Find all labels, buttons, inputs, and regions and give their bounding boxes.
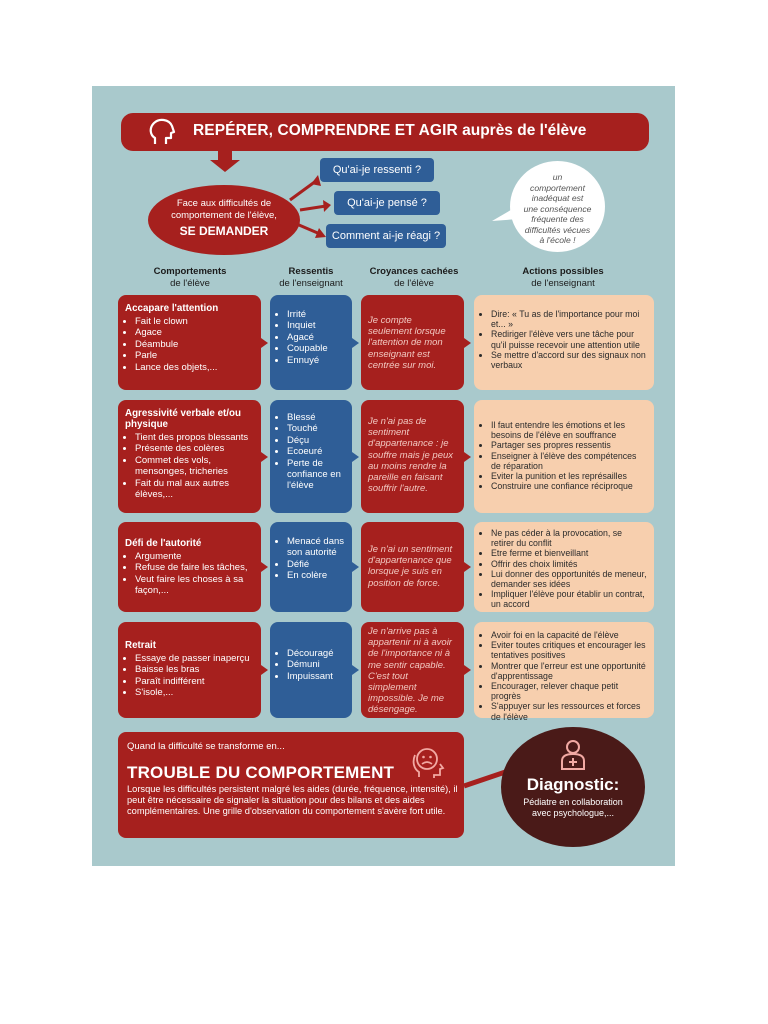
action-item: • Il faut entendre les émotions et les besoins de l'élève en souffrance <box>491 420 647 440</box>
belief-card <box>361 295 464 390</box>
trouble-title: TROUBLE DU COMPORTEMENT <box>127 763 395 782</box>
pointer-arrow <box>261 665 268 675</box>
column-header-title: Comportements <box>153 266 227 277</box>
bubble-line: comportement <box>530 182 585 193</box>
column-header-title: Croyances cachées <box>369 266 459 277</box>
behavior-title: Défi de l'autorité <box>125 538 202 549</box>
question-felt: Qu'ai-je ressenti ? <box>320 158 434 182</box>
behavior-card <box>118 522 261 612</box>
feeling-item: • Menacé dans son autorité <box>287 536 345 559</box>
feeling-item: • Perte de confiance en l'élève <box>287 458 345 492</box>
feeling-item: • Ecoeuré <box>287 446 345 457</box>
actions-card <box>474 622 654 722</box>
feeling-item: • En colère <box>287 570 345 581</box>
action-item: • Offrir des choix limités <box>491 559 647 569</box>
pointer-arrow <box>261 338 268 348</box>
action-item: • Lui donner des opportunités de meneur, demander ses idées <box>491 569 647 589</box>
behavior-item: • Déambule <box>135 339 254 350</box>
feelings-card <box>270 295 352 390</box>
behavior-title: Accapare l'attention <box>125 303 219 314</box>
feelings-card <box>270 400 352 513</box>
column-header-actions <box>474 266 652 290</box>
question-line-2: comportement de l'élève, <box>171 210 277 221</box>
behavior-item: • Refuse de faire les tâches, <box>135 562 254 573</box>
behavior-item: • Baisse les bras <box>135 664 254 675</box>
column-header-sub: de l'élève <box>394 278 434 289</box>
feeling-item: • Blessé <box>287 412 345 423</box>
behavior-item: • Argumente <box>135 551 254 562</box>
belief-text: Je n'ai un sentiment d'appartenance que lorsque je suis en position de force. <box>368 544 453 589</box>
feeling-item: • Défié <box>287 559 345 570</box>
trouble-box <box>118 732 464 838</box>
column-header-sub: de l'enseignant <box>531 278 595 289</box>
belief-text: Je n'arrive pas à appartenir ni à avoir de l'importance ni à me sentir capable. C'est tout simplement impossible. Je me désengage. <box>368 626 452 716</box>
behavior-item: • Commet des vols, mensonges, tricheries <box>135 455 254 478</box>
feeling-item: • Ennuyé <box>287 355 345 366</box>
question-reacted: Comment ai-je réagi ? <box>326 224 446 248</box>
action-item: • Montrer que l'erreur est une opportunité d'apprentissage <box>491 661 647 681</box>
action-item: • Se mettre d'accord sur des signaux non verbaux <box>491 350 647 370</box>
action-item: • Etre ferme et bienveillant <box>491 548 647 558</box>
question-thought: Qu'ai-je pensé ? <box>334 191 440 215</box>
worried-face-icon <box>410 742 450 782</box>
column-header-feelings <box>268 266 354 290</box>
feeling-item: • Impuissant <box>287 671 345 682</box>
column-header-behaviors <box>120 266 260 290</box>
feeling-item: • Démuni <box>287 659 345 670</box>
pointer-arrow <box>464 452 471 462</box>
action-item: • Eviter la punition et les représailles <box>491 471 647 481</box>
behavior-item: • Fait du mal aux autres élèves,... <box>135 478 254 501</box>
action-item: • Construire une confiance réciproque <box>491 481 647 491</box>
belief-card <box>361 522 464 612</box>
column-header-sub: de l'élève <box>170 278 210 289</box>
action-item: • Ne pas céder à la provocation, se retirer du conflit <box>491 528 647 548</box>
action-item: • Encourager, relever chaque petit progrès <box>491 681 647 701</box>
belief-text: Je n'ai pas de sentiment d'appartenance : je souffre mais je peux au moins rendre la pareille en faisant souffrir l'autre. <box>368 416 454 495</box>
bubble-line: à l'école ! <box>539 235 576 245</box>
action-item: • Eviter toutes critiques et encourager les tentatives positives <box>491 640 647 660</box>
doctor-icon <box>556 737 590 771</box>
behavior-item: • Veut faire les choses à sa façon,... <box>135 574 254 597</box>
pointer-arrow <box>352 338 359 348</box>
bubble-line: fréquente des <box>531 214 584 224</box>
behavior-title: Retrait <box>125 640 157 651</box>
action-item: • S'appuyer sur les ressources et forces de l'élève <box>491 701 647 721</box>
belief-text: Je compte seulement lorsque l'attention de mon enseignant est centrée sur moi. <box>368 315 446 371</box>
bubble-line: une conséquence <box>523 203 592 214</box>
actions-card <box>474 400 654 513</box>
pointer-arrow <box>352 665 359 675</box>
behavior-card <box>118 622 261 718</box>
title-strong: REPÉRER, COMPRENDRE ET AGIR <box>193 122 458 139</box>
behavior-item: • Lance des objets,... <box>135 362 254 373</box>
trouble-text: Lorsque les difficultés persistent malgré les aides (durée, fréquence, intensité), il peut être nécessaire de signaler la situation pour des bilans et des aides complémentaires. Une grille d'observation du comportement s'avère fort utile. <box>127 784 458 816</box>
belief-card <box>361 400 464 513</box>
pointer-arrow <box>464 338 471 348</box>
feeling-item: • Irrité <box>287 309 345 320</box>
trouble-intro: Quand la difficulté se transforme en... <box>127 741 285 752</box>
action-item: • Impliquer l'élève pour établir un contrat, un accord <box>491 589 647 609</box>
behavior-item: • Paraît indifférent <box>135 676 254 687</box>
feelings-card <box>270 522 352 612</box>
action-item: • Dire: « Tu as de l'importance pour moi et... » <box>491 309 647 329</box>
column-header-title: Ressentis <box>288 266 334 277</box>
feelings-card <box>270 622 352 718</box>
column-header-title: Actions possibles <box>522 266 604 277</box>
diagnostic-title: Diagnostic: <box>526 775 620 794</box>
feeling-item: • Touché <box>287 423 345 434</box>
question-line-1: Face aux difficultés de <box>176 198 272 209</box>
pointer-arrow <box>464 562 471 572</box>
action-item: • Avoir foi en la capacité de l'élève <box>491 630 647 640</box>
pointer-arrow <box>352 452 359 462</box>
diagnostic-line-2: avec psychologue,... <box>531 808 615 818</box>
behavior-card <box>118 400 261 513</box>
action-item: • Partager ses propres ressentis <box>491 440 647 450</box>
bubble-line: inadéquat est <box>531 193 584 203</box>
behavior-card <box>118 295 261 390</box>
column-header-beliefs <box>360 266 468 290</box>
actions-card <box>474 295 654 390</box>
feeling-item: • Coupable <box>287 343 345 354</box>
behavior-title: Agressivité verbale et/ou physique <box>125 408 241 430</box>
diagnostic-line-1: Pédiatre en collaboration <box>523 797 623 807</box>
bubble-tail <box>490 205 520 225</box>
behavior-item: • Présente des colères <box>135 443 254 454</box>
column-header-sub: de l'enseignant <box>279 278 343 289</box>
behavior-item: • S'isole,... <box>135 687 254 698</box>
pointer-arrow <box>261 452 268 462</box>
belief-card <box>361 622 464 718</box>
bubble-line: un <box>552 172 563 182</box>
behavior-item: • Parle <box>135 350 254 361</box>
diagnostic-circle <box>501 727 645 847</box>
behavior-item: • Tient des propos blessants <box>135 432 254 443</box>
title-light: auprès de l'élève <box>457 122 587 139</box>
behavior-item: • Essaye de passer inaperçu <box>135 653 254 664</box>
feeling-item: • Inquiet <box>287 320 345 331</box>
pointer-arrow <box>464 665 471 675</box>
behavior-item: • Agace <box>135 327 254 338</box>
feeling-item: • Agacé <box>287 332 345 343</box>
action-item: • Enseigner à l'élève des compétences de réparation <box>491 451 647 471</box>
pointer-arrow <box>352 562 359 572</box>
feeling-item: • Découragé <box>287 648 345 659</box>
speech-bubble <box>510 161 605 252</box>
pointer-arrow <box>261 562 268 572</box>
question-emphasis: SE DEMANDER <box>179 224 269 238</box>
feeling-item: • Déçu <box>287 435 345 446</box>
behavior-item: • Fait le clown <box>135 316 254 327</box>
actions-card <box>474 522 654 612</box>
bubble-line: difficultés vécues <box>524 224 591 235</box>
action-item: • Rediriger l'élève vers une tâche pour qu'il puisse recevoir une attention utile <box>491 329 647 349</box>
question-ellipse <box>148 185 300 255</box>
